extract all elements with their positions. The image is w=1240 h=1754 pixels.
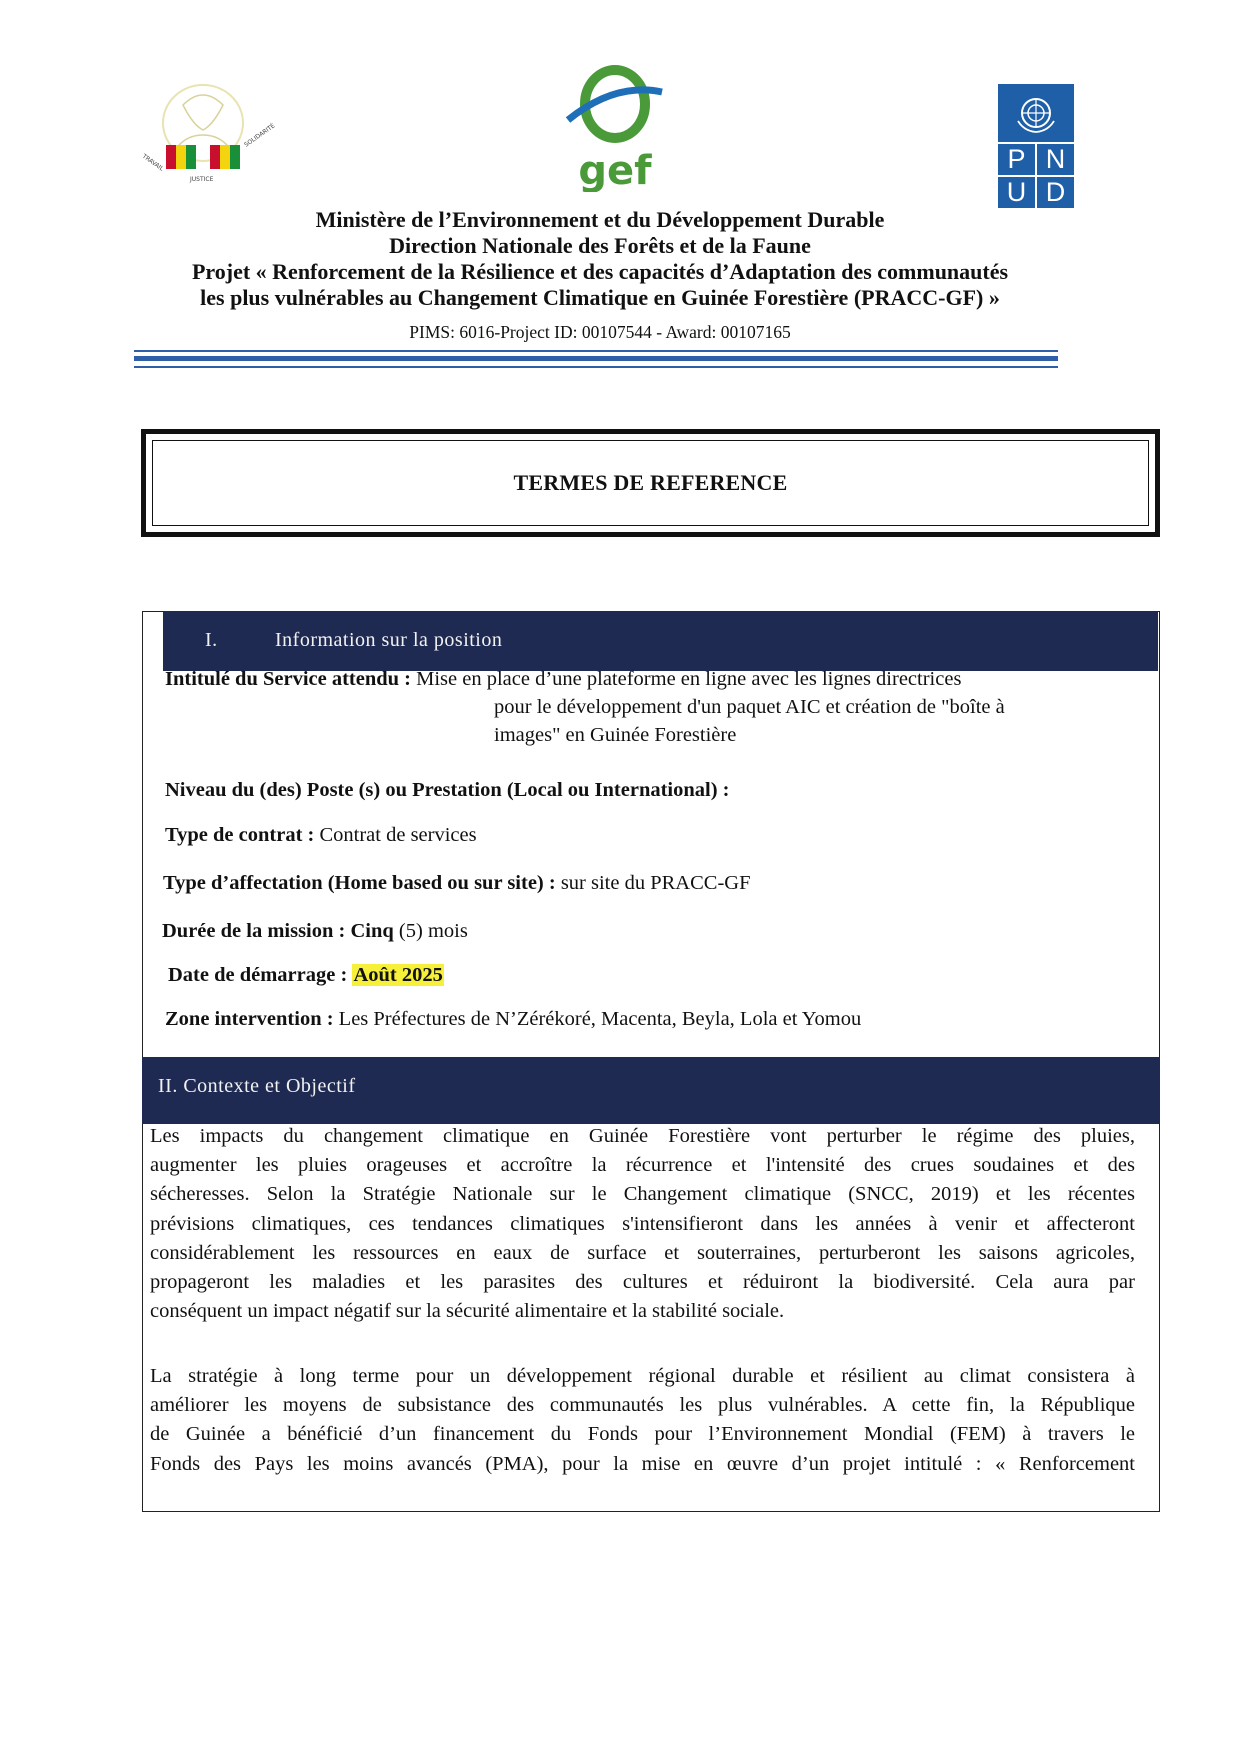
paragraph-line: améliorer les moyens de subsistance des communautés les plus vulnérables. A cette fin, la République [150,1394,1135,1417]
service-label: Intitulé du Service attendu : [165,668,411,690]
emblem-motto-solidarite: SOLIDARITÉ [243,122,277,149]
project-title-line1: Projet « Renforcement de la Résilience et des capacités d’Adaptation des communautés [191,259,1009,284]
paragraph-line: de Guinée a bénéficié d’un financement du Fonds pour l’Environnement Mondial (FEM) à travers le [150,1423,1135,1446]
emblem-motto-travail: TRAVAIL [140,152,165,173]
section-title: II. Contexte et Objectif [158,1075,356,1097]
section-number: I. [205,629,218,651]
service-value-line3: images" en Guinée Forestière [494,724,737,746]
pnud-letter-n: N [1037,144,1074,175]
context-paragraph-1 [150,1122,1135,1326]
project-title-line2: les plus vulnérables au Changement Climatique en Guinée Forestière (PRACC-GF) » [200,285,1000,310]
demarrage-field [168,962,444,988]
section-header-contexte [142,1057,1160,1124]
ministry-name: Ministère de l’Environnement et du Développement Durable [315,207,885,232]
un-emblem-icon [998,84,1074,142]
contrat-label: Type de contrat : [165,824,315,846]
service-value-line2: pour le développement d'un paquet AIC et création de "boîte à [494,696,1005,718]
paragraph-line: Les impacts du changement climatique en Guinée Forestière vont perturber le régime des pluies, [150,1125,1135,1147]
title-box [141,429,1160,537]
duree-label: Durée de la mission : [162,920,346,942]
paragraph-line: sécheresses. Selon la Stratégie Nationale sur le Changement climatique (SNCC, 2019) et les récentes [150,1183,1135,1206]
paragraph-line: Fonds des Pays les moins avancés (PMA), pour la mise en œuvre d’un projet intitulé : « Renforcement [150,1452,1135,1475]
gef-wordmark: gef [578,148,652,192]
pnud-letter-p: P [998,144,1035,175]
niveau-label: Niveau du (des) Poste (s) ou Prestation (Local ou International) : [165,779,730,801]
contrat-field [165,822,477,848]
paragraph-line: prévisions climatiques, ces tendances climatiques s'intensifieront dans les années à venir et affecteront [150,1212,1135,1235]
pnud-logo [998,84,1074,209]
header-rule-top [134,350,1058,352]
affectation-value: sur site du PRACC-GF [560,872,751,894]
guinea-coat-of-arms-logo [128,75,278,195]
section-header-information [163,611,1158,671]
affectation-label: Type d’affectation (Home based ou sur site) : [163,872,556,894]
contrat-value: Contrat de services [319,824,477,846]
paragraph-line: propageront les maladies et les parasites des cultures et réduiront la biodiversité. Cela aura par [150,1271,1135,1294]
direction-name: Direction Nationale des Forêts et de la Faune [389,233,811,258]
pims-identifiers: PIMS: 6016-Project ID: 00107544 - Award: 00107165 [409,322,791,342]
paragraph-line: conséquent un impact négatif sur la sécurité alimentaire et la stabilité sociale. [150,1300,785,1323]
zone-label: Zone intervention : [165,1008,334,1030]
affectation-field [163,870,750,896]
zone-value: Les Préfectures de N’Zérékoré, Macenta, Beyla, Lola et Yomou [338,1008,862,1030]
header-rule-thick [134,356,1058,361]
section-title: Information sur la position [275,629,503,651]
document-title: TERMES DE REFERENCE [513,470,788,495]
demarrage-label: Date de démarrage : [168,964,348,986]
paragraph-line: augmenter les pluies orageuses et accroître la récurrence et l'intensité des crues soudaines et des [150,1154,1135,1177]
zone-field [165,1006,861,1032]
emblem-motto-justice: JUSTICE [190,176,214,183]
paragraph-line: La stratégie à long terme pour un développement régional durable et résilient au climat consistera à [150,1365,1135,1387]
duree-field [162,918,468,944]
paragraph-line: considérablement les ressources en eaux de surface et souterraines, perturberont les saisons agricoles, [150,1241,1135,1264]
demarrage-value-highlighted: Août 2025 [353,964,443,986]
duree-value-bold: Cinq [350,920,394,942]
duree-value: (5) mois [398,920,468,942]
gef-logo [560,62,670,192]
header-rule-bottom [134,366,1058,368]
niveau-field [165,777,730,803]
service-value-line1: Mise en place d’une plateforme en ligne avec les lignes directrices [416,668,962,690]
context-paragraph-2 [150,1362,1135,1479]
pnud-letter-u: U [998,177,1035,208]
service-field [165,666,961,692]
pnud-letter-d: D [1037,177,1074,208]
